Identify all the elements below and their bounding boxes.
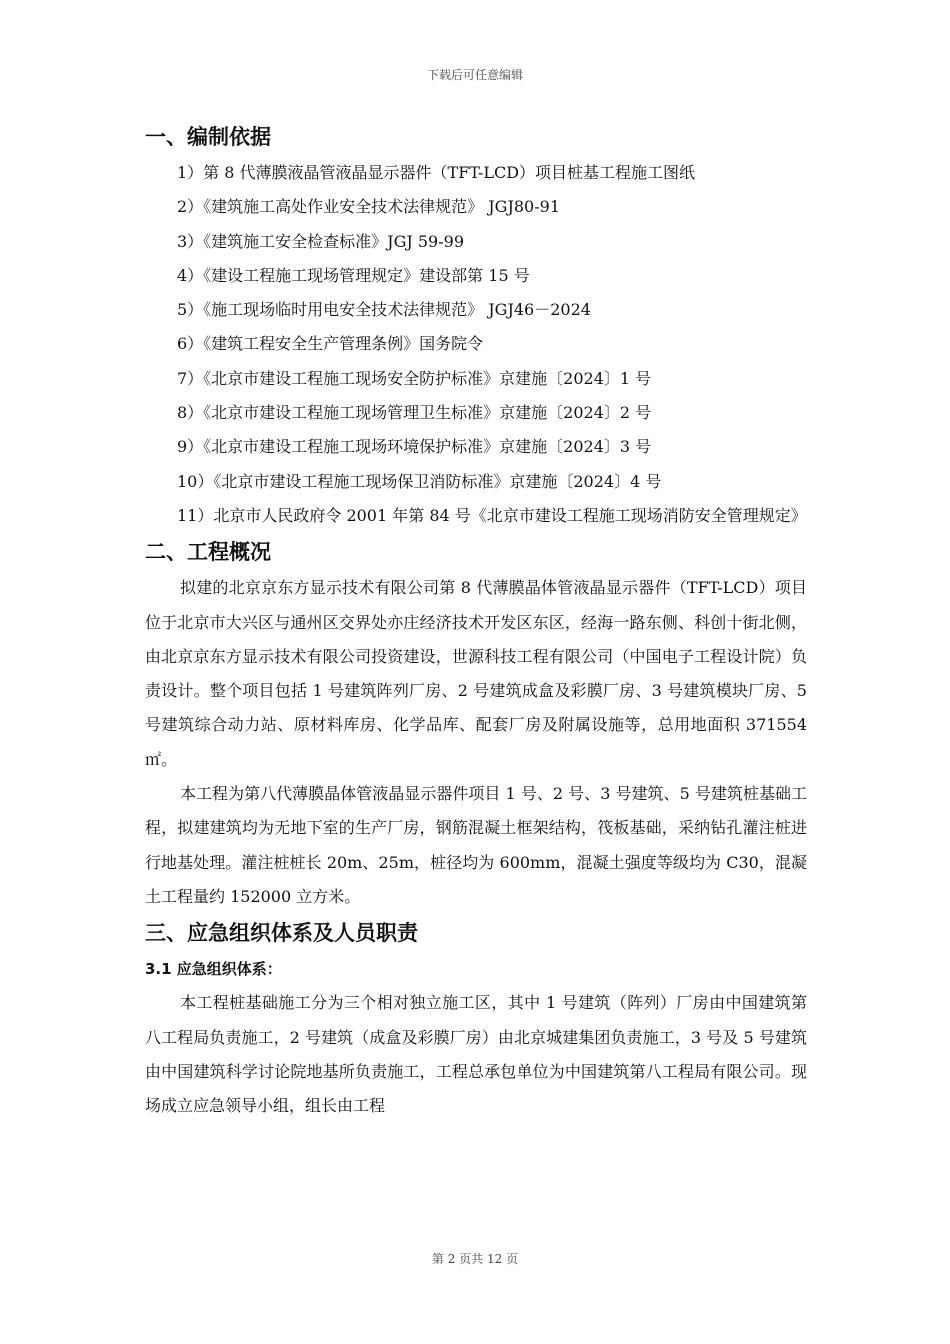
reference-item-4: 4）《建设工程施工现场管理规定》建设部第 15 号 <box>177 265 530 285</box>
reference-item-10: 10）《北京市建设工程施工现场保卫消防标准》京建施〔2024〕4 号 <box>177 471 662 491</box>
reference-item-9: 9）《北京市建设工程施工现场环境保护标准》京建施〔2024〕3 号 <box>177 437 652 457</box>
reference-item-6: 6）《建筑工程安全生产管理条例》国务院令 <box>177 334 484 354</box>
document-body <box>145 118 807 1123</box>
overview-paragraph-1: 拟建的北京京东方显示技术有限公司第 8 代薄膜晶体管液晶显示器件（TFT-LCD）项目位于北京市大兴区与通州区交界处亦庄经济技术开发区东区，经海一路东侧、科创十街北侧，由北京京东方显示技术有限公司投资建设，世源科技工程有限公司（中国电子工程设计院）负责设计。整个项目包括 1 号建筑阵列厂房、2 号建筑成盒及彩膜厂房、3 号建筑模块厂房、5 号建筑综合动力站、原材料库房、化学品库、配套厂房及附属设施等，总用地面积 371554 ㎡。 <box>145 578 807 769</box>
overview-paragraph-2: 本工程为第八代薄膜晶体管液晶显示器件项目 1 号、2 号、3 号建筑、5 号建筑桩基础工程，拟建建筑均为无地下室的生产厂房，钢筋混凝土框架结构，筏板基础，采纳钻孔灌注桩进行地基处理。灌注桩桩长 20m、25m，桩径均为 600mm，混凝土强度等级均为 C30，混凝土工程量约 152000 立方米。 <box>145 784 807 906</box>
reference-item-8: 8）《北京市建设工程施工现场管理卫生标准》京建施〔2024〕2 号 <box>177 403 652 423</box>
reference-item-3: 3）《建筑施工安全检查标准》JGJ 59-99 <box>177 231 465 251</box>
section-2-title: 二、工程概况 <box>145 540 271 565</box>
reference-list <box>145 156 807 533</box>
subsection-3-1-title: 3.1 应急组织体系： <box>145 960 282 979</box>
reference-item-7: 7）《北京市建设工程施工现场安全防护标准》京建施〔2024〕1 号 <box>177 368 652 388</box>
page-footer-number: 第 2 页共 12 页 <box>431 1252 519 1266</box>
reference-item-2: 2）《建筑施工高处作业安全技术法律规范》 JGJ80-91 <box>177 197 561 217</box>
section-3-title: 三、应急组织体系及人员职责 <box>145 921 418 946</box>
reference-item-1: 1）第 8 代薄膜液晶管液晶显示器件（TFT-LCD）项目桩基工程施工图纸 <box>177 163 696 182</box>
section-1-title: 一、编制依据 <box>145 125 271 149</box>
organization-paragraph: 本工程桩基础施工分为三个相对独立施工区，其中 1 号建筑（阵列）厂房由中国建筑第八工程局负责施工，2 号建筑（成盒及彩膜厂房）由北京城建集团负责施工，3 号及 5 号建筑由中国建筑科学讨论院地基所负责施工，工程总承包单位为中国建筑第八工程局有限公司。现场成立应急领导小组，组长由工程 <box>145 993 807 1116</box>
reference-item-11: 11）北京市人民政府令 2001 年第 84 号《北京市建设工程施工现场消防安全管理规定》 <box>177 505 807 525</box>
page-header-note: 下载后可任意编辑 <box>426 68 523 82</box>
reference-item-5: 5）《施工现场临时用电安全技术法律规范》 JGJ46－2024 <box>177 300 591 320</box>
